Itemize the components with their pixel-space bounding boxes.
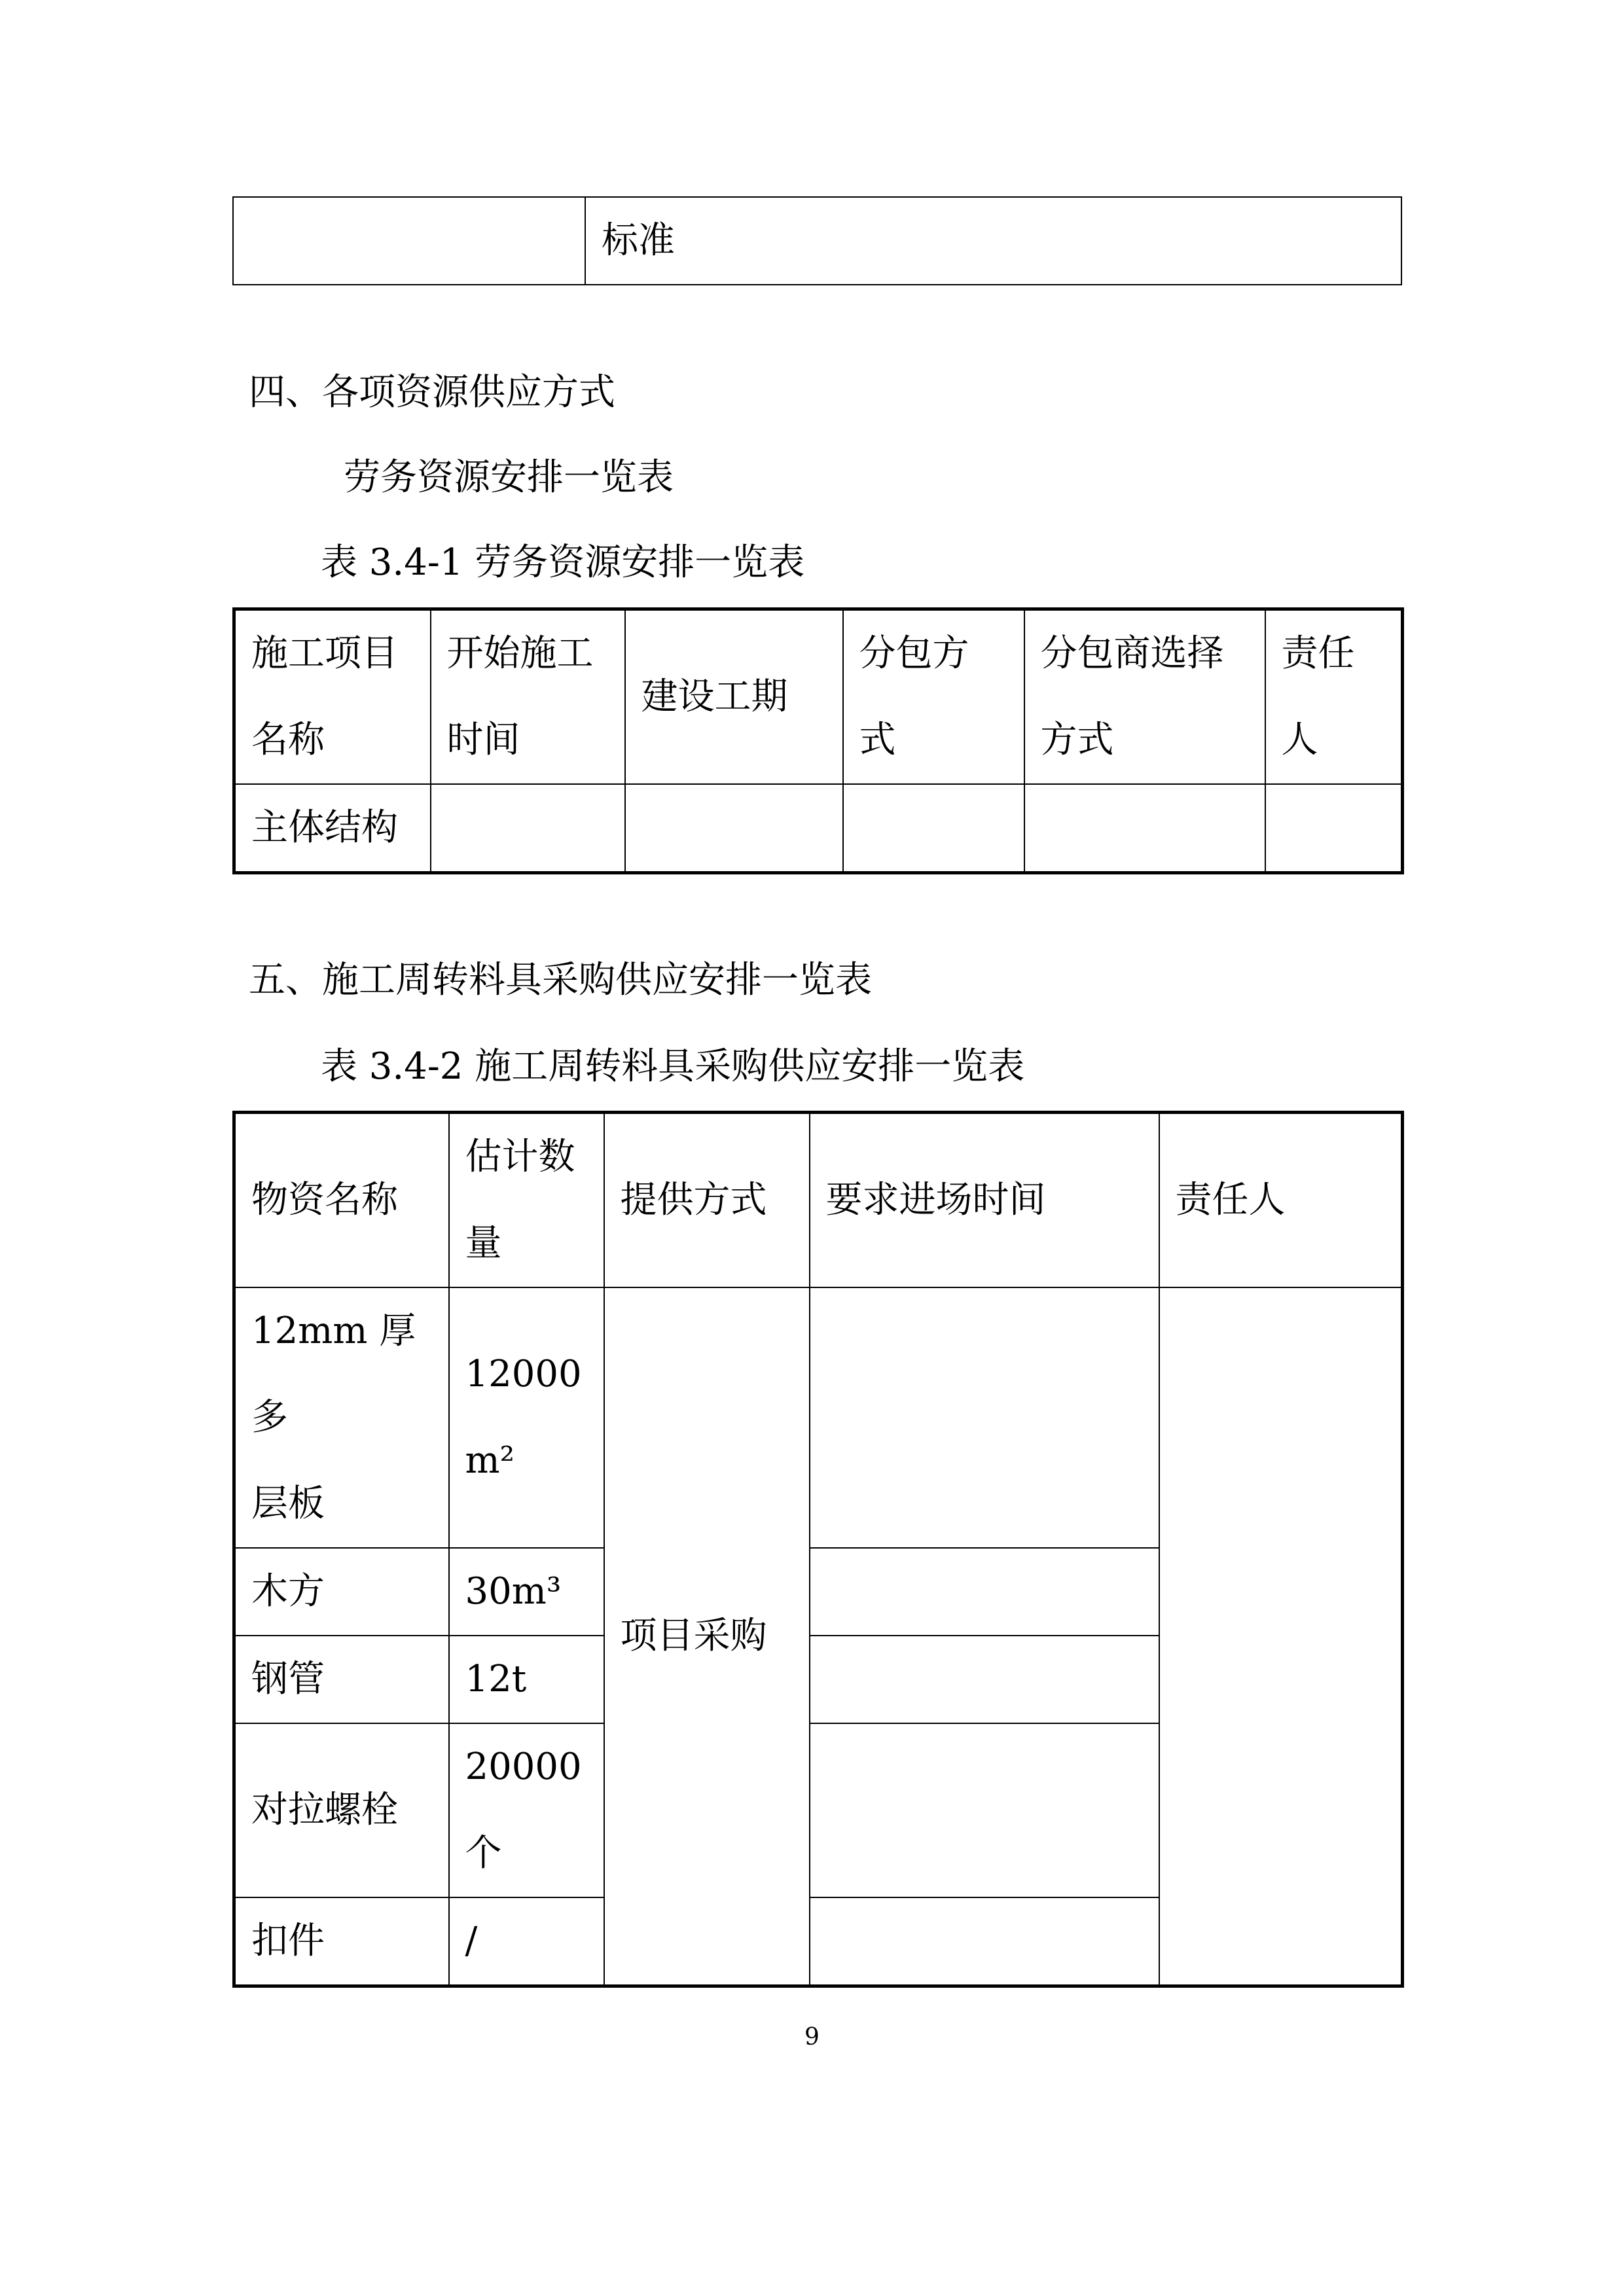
- table-row: [233, 197, 1401, 285]
- header-estimated-quantity: 估计数 量: [449, 1113, 604, 1288]
- quantity-cell: 12t: [449, 1636, 604, 1723]
- arrival-time-cell: [810, 1723, 1159, 1897]
- table-3-4-1-caption: 表 3.4-1 劳务资源安排一览表: [321, 541, 805, 584]
- quantity-cell: 20000 个: [449, 1723, 604, 1897]
- section-5-heading: 五、施工周转料具采购供应安排一览表: [249, 959, 872, 1001]
- header-responsible-person: 责任 人: [1265, 609, 1403, 785]
- page-number: 9: [804, 2024, 820, 2051]
- material-name-cell: 钢管: [234, 1636, 449, 1723]
- section-4-heading: 四、各项资源供应方式: [249, 371, 615, 414]
- table-header-row: [234, 609, 1403, 785]
- quantity-cell: 12000 m²: [449, 1287, 604, 1548]
- table-header-row: [234, 1113, 1403, 1288]
- table-cell: [431, 784, 625, 873]
- header-start-time: 开始施工 时间: [431, 609, 625, 785]
- top-table: [232, 196, 1402, 285]
- table-cell: [1024, 784, 1265, 873]
- arrival-time-cell: [810, 1897, 1159, 1986]
- material-name-cell: 12mm 厚多 层板: [234, 1287, 449, 1548]
- header-supply-method: 提供方式: [604, 1113, 810, 1288]
- table-3-4-2-caption: 表 3.4-2 施工周转料具采购供应安排一览表: [321, 1045, 1025, 1088]
- quantity-cell: 30m³: [449, 1548, 604, 1636]
- supply-method-cell: 项目采购: [604, 1287, 810, 1986]
- table-cell: [1265, 784, 1403, 873]
- material-name-cell: 扣件: [234, 1897, 449, 1986]
- header-construction-period: 建设工期: [625, 609, 843, 785]
- responsible-person-cell: [1159, 1287, 1403, 1986]
- header-material-name: 物资名称: [234, 1113, 449, 1288]
- table-cell: 主体结构: [234, 784, 431, 873]
- header-responsible-person: 责任人: [1159, 1113, 1403, 1288]
- material-name-cell: 对拉螺栓: [234, 1723, 449, 1897]
- arrival-time-cell: [810, 1636, 1159, 1723]
- labor-resource-table: [232, 607, 1404, 874]
- header-subcontract-method: 分包方 式: [843, 609, 1024, 785]
- header-subcontractor-selection: 分包商选择 方式: [1024, 609, 1265, 785]
- section-4-subheading: 劳务资源安排一览表: [344, 456, 674, 499]
- table-row: [234, 1287, 1403, 1548]
- material-name-cell: 木方: [234, 1548, 449, 1636]
- table-cell: [233, 197, 585, 285]
- quantity-cell: /: [449, 1897, 604, 1986]
- turnover-materials-table: [232, 1111, 1404, 1988]
- table-cell: [625, 784, 843, 873]
- table-cell: [843, 784, 1024, 873]
- arrival-time-cell: [810, 1548, 1159, 1636]
- table-cell: 标准: [585, 197, 1401, 285]
- header-required-arrival-time: 要求进场时间: [810, 1113, 1159, 1288]
- arrival-time-cell: [810, 1287, 1159, 1548]
- header-project-name: 施工项目 名称: [234, 609, 431, 785]
- table-row: [234, 784, 1403, 873]
